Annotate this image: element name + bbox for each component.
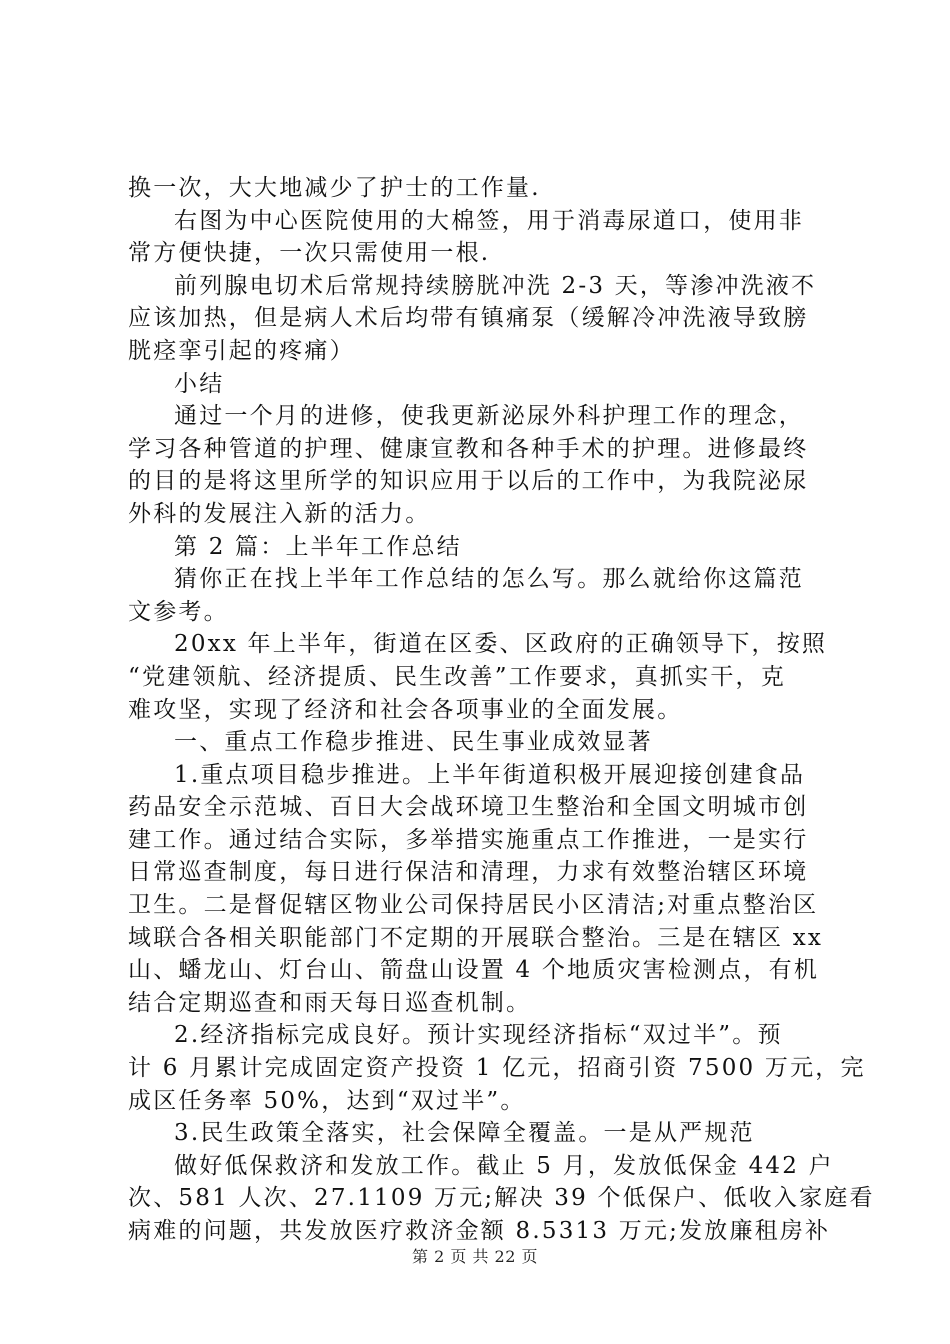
text-line: 域联合各相关职能部门不定期的开展联合整治。三是在辖区 xx — [128, 924, 824, 951]
text-line: 做好低保救济和发放工作。截止 5 月，发放低保金 442 户 — [174, 1152, 834, 1179]
text-line: 卫生。二是督促辖区物业公司保持居民小区清洁;对重点整治区 — [128, 892, 819, 919]
text-line: 难攻坚，实现了经济和社会各项事业的全面发展。 — [128, 696, 683, 723]
text-line: 山、蟠龙山、灯台山、箭盘山设置 4 个地质灾害检测点，有机 — [128, 957, 820, 984]
text-line: 胱痉挛引起的疼痛） — [128, 337, 355, 364]
text-line: 应该加热，但是病人术后均带有镇痛泵（缓解冷冲洗液导致膀 — [128, 305, 809, 332]
text-line: 日常巡查制度，每日进行保洁和清理，力求有效整治辖区环境 — [128, 859, 809, 886]
text-line: 换一次，大大地减少了护士的工作量. — [128, 175, 541, 201]
text-line: 2.经济指标完成良好。预计实现经济指标“双过半”。预 — [174, 1022, 783, 1049]
text-line: 病难的问题，共发放医疗救济金额 8.5313 万元;发放廉租房补 — [128, 1218, 831, 1244]
document-body — [128, 172, 875, 1248]
text-line: 一、重点工作稳步推进、民生事业成效显著 — [174, 729, 653, 756]
text-line: 常方便快捷，一次只需使用一根. — [128, 240, 491, 267]
text-line: 外科的发展注入新的活力。 — [128, 500, 431, 527]
text-line: 第 2 篇：上半年工作总结 — [174, 533, 462, 560]
text-line: 3.民生政策全落实，社会保障全覆盖。一是从严规范 — [174, 1120, 755, 1147]
text-line: 建工作。通过结合实际，多举措实施重点工作推进，一是实行 — [128, 826, 809, 853]
text-line: 右图为中心医院使用的大棉签，用于消毒尿道口，使用非 — [174, 207, 804, 234]
text-line: 前列腺电切术后常规持续膀胱冲洗 2-3 天，等渗冲洗液不 — [174, 272, 817, 299]
text-line: 的目的是将这里所学的知识应用于以后的工作中，为我院泌尿 — [128, 468, 809, 495]
text-line: 通过一个月的进修，使我更新泌尿外科护理工作的理念， — [174, 403, 804, 430]
text-line: 计 6 月累计完成固定资产投资 1 亿元，招商引资 7500 万元，完 — [128, 1055, 866, 1082]
text-line: 结合定期巡查和雨天每日巡查机制。 — [128, 989, 532, 1016]
text-line: 1.重点项目稳步推进。上半年街道积极开展迎接创建食品 — [174, 761, 806, 788]
text-line: 猜你正在找上半年工作总结的怎么写。那么就给你这篇范 — [174, 566, 804, 593]
text-line: 药品安全示范城、百日大会战环境卫生整治和全国文明城市创 — [128, 794, 809, 821]
text-line: 学习各种管道的护理、健康宣教和各种手术的护理。进修最终 — [128, 435, 809, 462]
text-line: “党建领航、经济提质、民生改善”工作要求，真抓实干，克 — [128, 663, 786, 690]
page-number-footer: 第 2 页 共 22 页 — [412, 1247, 538, 1266]
text-line: 成区任务率 50%，达到“双过半”。 — [128, 1087, 526, 1114]
text-line: 20xx 年上半年，街道在区委、区政府的正确领导下，按照 — [174, 631, 828, 658]
text-line: 次、581 人次、27.1109 万元;解决 39 个低保户、低收入家庭看 — [128, 1185, 875, 1212]
text-line: 小结 — [174, 370, 225, 397]
text-line: 文参考。 — [128, 598, 229, 625]
